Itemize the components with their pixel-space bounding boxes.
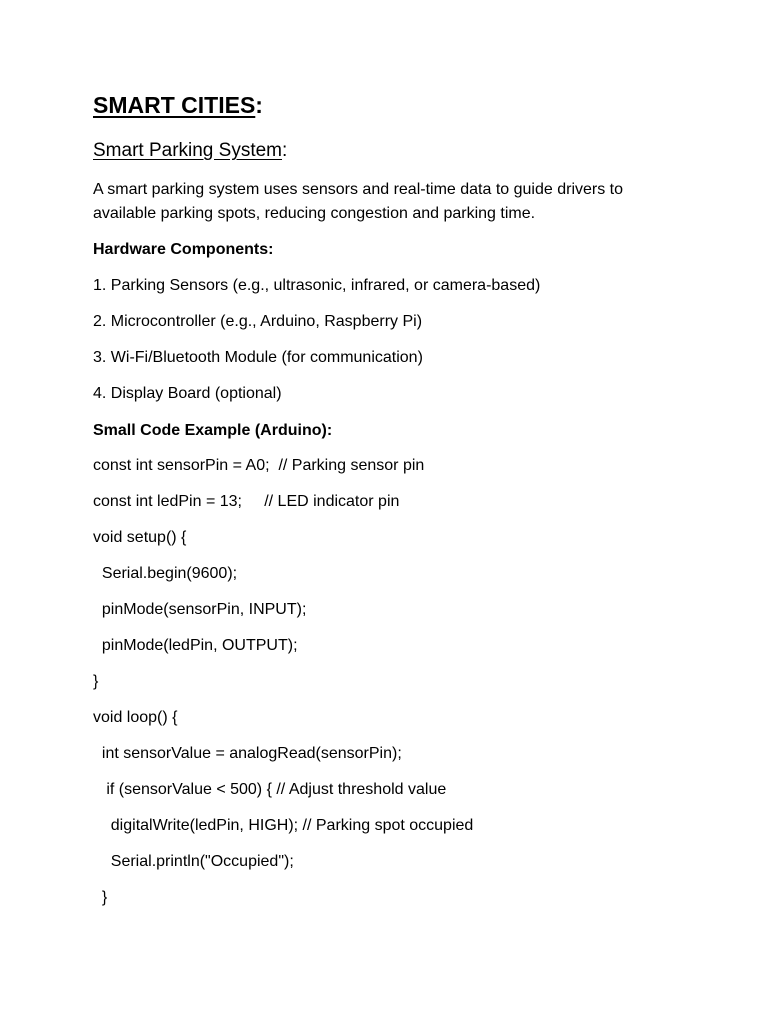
code-line: if (sensorValue < 500) { // Adjust threshold value: [93, 781, 447, 798]
intro-paragraph: A smart parking system uses sensors and real-time data to guide drivers to available parking spots, reducing congestion and parking time.: [93, 181, 624, 222]
section-title-text: Smart Parking System: [93, 140, 282, 161]
code-line: }: [93, 673, 99, 690]
code-line: void setup() {: [93, 529, 187, 546]
code-line: }: [93, 889, 108, 906]
code-heading: Small Code Example (Arduino):: [93, 422, 333, 439]
code-line: Serial.begin(9600);: [93, 565, 238, 582]
code-line: pinMode(sensorPin, INPUT);: [93, 601, 307, 618]
hardware-item: 1. Parking Sensors (e.g., ultrasonic, infrared, or camera-based): [93, 277, 541, 294]
code-line: const int ledPin = 13; // LED indicator pin: [93, 493, 400, 510]
hardware-heading: Hardware Components:: [93, 241, 274, 258]
code-line: void loop() {: [93, 709, 178, 726]
section-title: [93, 138, 287, 164]
page-title-text: SMART CITIES: [93, 92, 256, 118]
hardware-item: 2. Microcontroller (e.g., Arduino, Raspberry Pi): [93, 313, 423, 330]
section-title-colon: :: [282, 140, 288, 161]
page-title: [93, 90, 263, 120]
code-line: Serial.println("Occupied");: [93, 853, 294, 870]
code-line: digitalWrite(ledPin, HIGH); // Parking spot occupied: [93, 817, 474, 834]
hardware-item: 4. Display Board (optional): [93, 385, 282, 402]
hardware-item: 3. Wi-Fi/Bluetooth Module (for communication): [93, 349, 423, 366]
page-title-colon: :: [255, 92, 263, 118]
code-line: const int sensorPin = A0; // Parking sensor pin: [93, 457, 425, 474]
code-line: pinMode(ledPin, OUTPUT);: [93, 637, 298, 654]
code-line: int sensorValue = analogRead(sensorPin);: [93, 745, 402, 762]
document-page: [93, 0, 733, 1024]
